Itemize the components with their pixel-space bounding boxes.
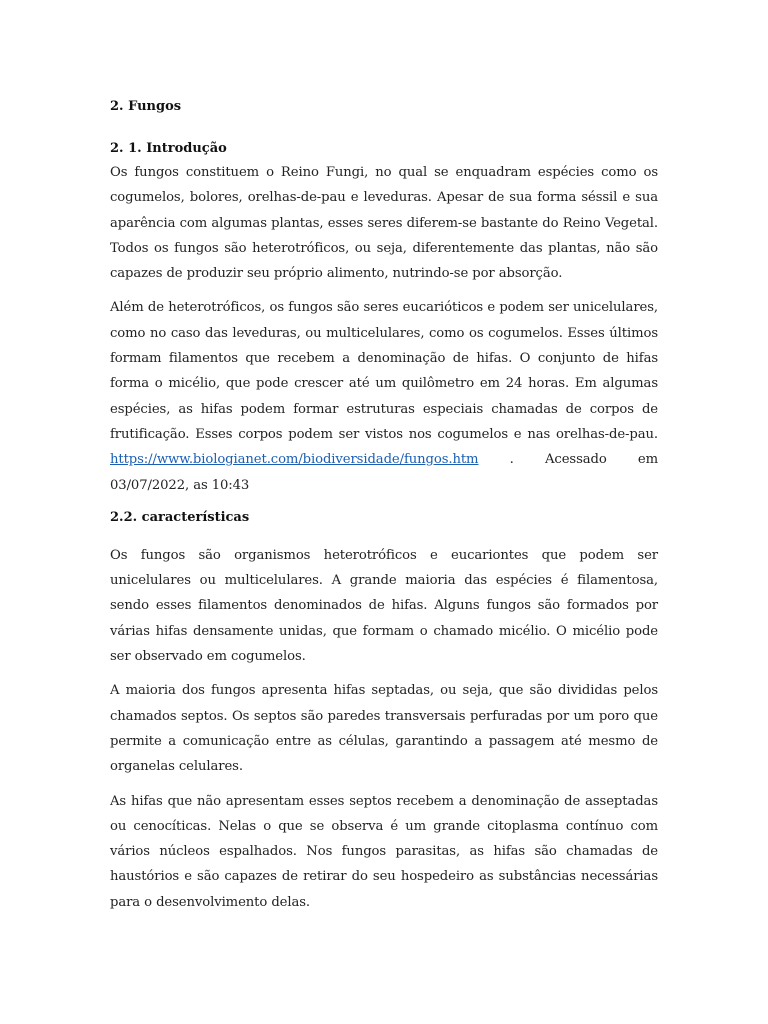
caracteristicas-paragraph-3: As hifas que não apresentam esses septos recebem a denominação de asseptadas ou cenocíticas. Nelas o que se observa é um grande citoplasma contínuo com vários núcleos espalhados. Nos fungos parasitas, as hifas são chamadas de haustórios e são capazes de retirar do seu hospedeiro as substâncias necessárias para o desenvolvimento delas. bbox=[110, 793, 658, 910]
intro-paragraph-2 bbox=[110, 295, 658, 497]
document-page bbox=[110, 96, 658, 924]
intro-paragraph-2-tail: . Acessado em 03/07/2022, as 10:43 bbox=[110, 452, 658, 493]
source-link[interactable]: https://www.biologianet.com/biodiversidade/fungos.htm bbox=[110, 452, 479, 468]
intro-heading: 2. 1. Introdução bbox=[110, 141, 227, 156]
intro-paragraph-1: Os fungos constituem o Reino Fungi, no qual se enquadram espécies como os cogumelos, bolores, orelhas-de-pau e leveduras. Apesar de sua forma séssil e sua aparência com algumas plantas, esses seres diferem-se bastante do Reino Vegetal. Todos os fungos são heterotróficos, ou seja, diferentemente das plantas, não são capazes de produzir seu próprio alimento, nutrindo-se por absorção. bbox=[110, 165, 658, 282]
caracteristicas-heading: 2.2. características bbox=[110, 509, 250, 525]
caracteristicas-paragraph-1: Os fungos são organismos heterotróficos e eucariontes que podem ser unicelulares ou multicelulares. A grande maioria das espécies é filamentosa, sendo esses filamentos denominados de hifas. Alguns fungos são formados por várias hifas densamente unidas, que formam o chamado micélio. O micélio pode ser observado em cogumelos. bbox=[110, 547, 658, 665]
caracteristicas-paragraph-2: A maioria dos fungos apresenta hifas septadas, ou seja, que são divididas pelos chamados septos. Os septos são paredes transversais perfuradas por um poro que permite a comunicação entre as células, garantindo a passagem até mesmo de organelas celulares. bbox=[110, 683, 658, 775]
intro-paragraph-2-text: Além de heterotróficos, os fungos são seres eucarióticos e podem ser unicelulares, como no caso das leveduras, ou multicelulares, como os cogumelos. Esses últimos formam filamentos que recebem a denominação de hifas. O conjunto de hifas forma o micélio, que pode crescer até um quilômetro em 24 horas. Em algumas espécies, as hifas podem formar estruturas especiais chamadas de corpos de frutificação. Esses corpos podem ser vistos nos cogumelos e nas orelhas-de-pau. bbox=[110, 300, 658, 442]
section-heading: 2. Fungos bbox=[110, 99, 182, 114]
